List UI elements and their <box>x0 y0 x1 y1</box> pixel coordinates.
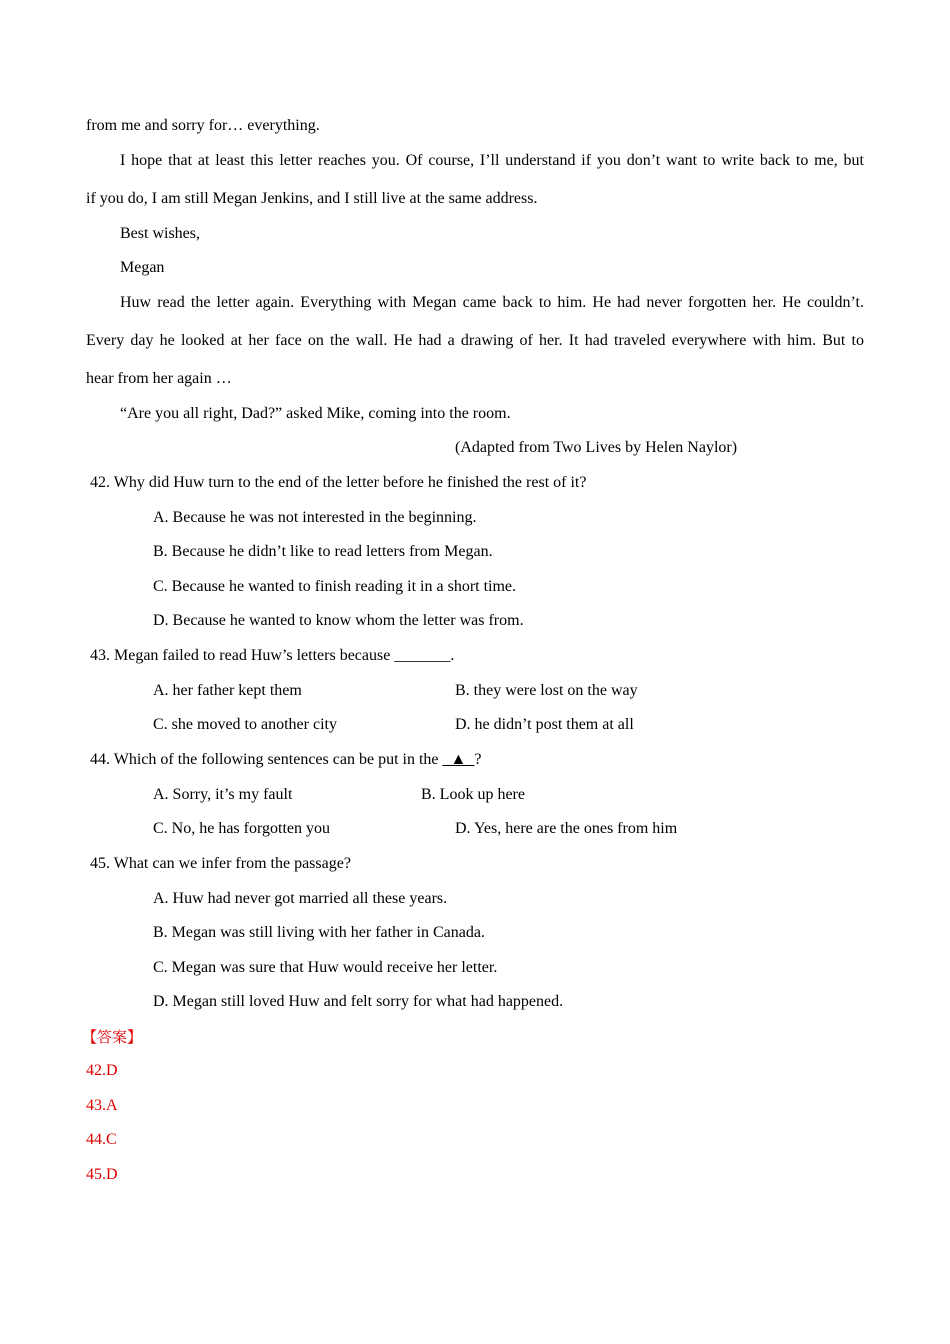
question-44-option-a: A. Sorry, it’s my fault <box>153 786 293 803</box>
question-43-option-b: B. they were lost on the way <box>455 682 638 699</box>
question-43-stem: 43. Megan failed to read Huw’s letters because _______. <box>90 647 455 664</box>
question-45-stem: 45. What can we infer from the passage? <box>90 855 351 872</box>
question-44-stem-text: 44. Which of the following sentences can be put in the <box>90 751 443 768</box>
question-44-option-d: D. Yes, here are the ones from him <box>455 820 678 837</box>
passage-source: (Adapted from Two Lives by Helen Naylor) <box>455 439 738 456</box>
question-43-option-d: D. he didn’t post them at all <box>455 716 634 733</box>
answer-44: 44.C <box>86 1131 117 1148</box>
letter-signature: Megan <box>120 259 165 276</box>
passage-paragraph-3-line-3: hear from her again … <box>86 370 232 387</box>
question-42-stem: 42. Why did Huw turn to the end of the letter before he finished the rest of it? <box>90 474 587 491</box>
passage-paragraph-4: “Are you all right, Dad?” asked Mike, coming into the room. <box>120 405 511 422</box>
passage-paragraph-3-line-2: Every day he looked at her face on the wall. He had a drawing of her. It had traveled everywhere with him. But to <box>86 332 864 349</box>
question-44-option-c: C. No, he has forgotten you <box>153 820 331 837</box>
question-45-option-a: A. Huw had never got married all these years. <box>153 890 448 907</box>
passage-paragraph-3-line-1: Huw read the letter again. Everything with Megan came back to him. He had never forgotten her. He couldn’t. <box>120 294 864 311</box>
question-44-stem-end: ? <box>474 751 482 768</box>
question-44-option-b: B. Look up here <box>421 786 525 803</box>
question-45-option-c: C. Megan was sure that Huw would receive her letter. <box>153 959 498 976</box>
letter-closing: Best wishes, <box>120 225 200 242</box>
answer-43: 43.A <box>86 1097 118 1114</box>
question-44-blank-marker: _▲_ <box>442 751 475 768</box>
passage-paragraph-1: from me and sorry for… everything. <box>86 117 320 134</box>
answer-42: 42.D <box>86 1062 118 1079</box>
question-45-option-b: B. Megan was still living with her father in Canada. <box>153 924 485 941</box>
question-42-option-d: D. Because he wanted to know whom the letter was from. <box>153 612 524 629</box>
question-42-option-c: C. Because he wanted to finish reading it in a short time. <box>153 578 517 595</box>
question-42-option-b: B. Because he didn’t like to read letters from Megan. <box>153 543 493 560</box>
question-43-option-a: A. her father kept them <box>153 682 302 699</box>
passage-paragraph-2-line-2: if you do, I am still Megan Jenkins, and I still live at the same address. <box>86 190 538 207</box>
question-42-option-a: A. Because he was not interested in the beginning. <box>153 509 477 526</box>
question-44-stem <box>90 750 481 770</box>
question-43-option-c: C. she moved to another city <box>153 716 337 733</box>
answer-45: 45.D <box>86 1166 118 1183</box>
question-45-option-d: D. Megan still loved Huw and felt sorry for what had happened. <box>153 993 564 1010</box>
answer-heading: 【答案】 <box>82 1028 143 1046</box>
passage-paragraph-2-line-1: I hope that at least this letter reaches you. Of course, I’ll understand if you don’t want to write back to me, but <box>120 152 864 169</box>
